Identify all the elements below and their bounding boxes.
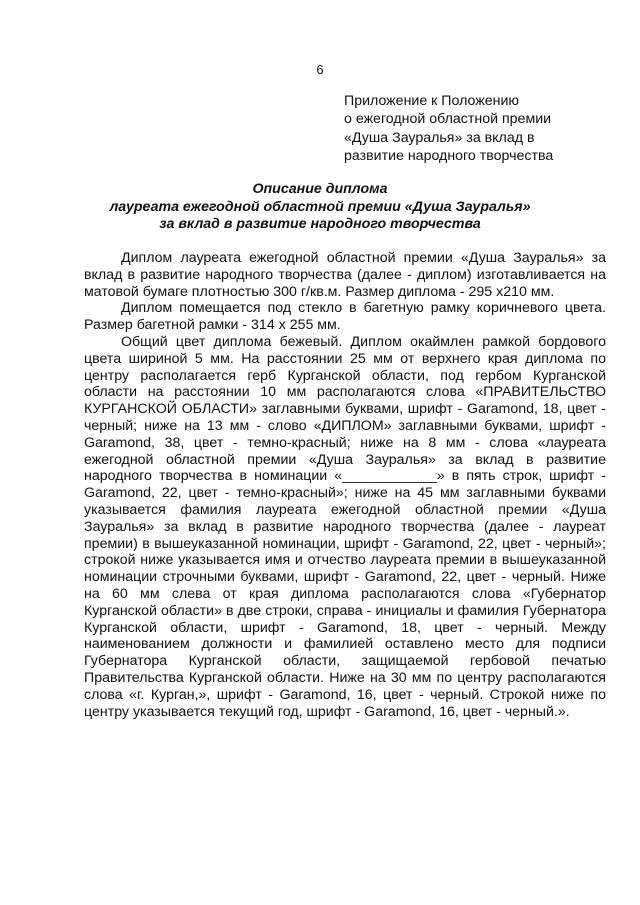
title-line: лауреата ежегодной областной премии «Душа Зауралья» xyxy=(109,198,531,215)
document-body xyxy=(84,250,606,720)
document-title xyxy=(0,181,640,234)
page-number: 6 xyxy=(316,62,324,77)
appendix-line: «Душа Зауралья» за вклад в xyxy=(344,129,535,146)
appendix-reference xyxy=(344,92,604,166)
title-line: Описание диплома xyxy=(252,181,388,197)
body-paragraph: Диплом помещается под стекло в багетную рамку коричневого цвета. Размер багетной рамки - 314 x 255 мм. xyxy=(84,300,606,334)
appendix-line: развитие народного творчества xyxy=(344,148,554,165)
body-paragraph: Диплом лауреата ежегодной областной премии «Душа Зауралья» за вклад в развитие народного творчества (далее - диплом) изготавливается на матовой бумаге плотностью 300 г/кв.м. Размер диплома - 295 x210 мм. xyxy=(84,250,606,300)
appendix-line: Приложение к Положению xyxy=(344,93,520,109)
body-paragraph: Общий цвет диплома бежевый. Диплом окаймлен рамкой бордового цвета шириной 5 мм. На расстоянии 25 мм от верхнего края диплома по центру располагается герб Курганской области, под гербом Курганской области на расстоянии 10 мм располагаются слова «ПРАВИТЕЛЬСТВО КУРГАНСКОЙ ОБЛАСТИ» заглавными буквами, шрифт - Garamond, 18, цвет - черный; ниже на 13 мм - слово «ДИПЛОМ» заглавными буквами, шрифт - Garamond, 38, цвет - темно-красный; ниже на 8 мм - слова «лауреата ежегодной областной премии «Душа Зауралья» за вклад в развитие народного творчества в номинации «____________» в пять строк, шрифт - Garamond, 22, цвет - темно-красный»; ниже на 45 мм заглавными буквами указывается фамилия лауреата ежегодной областной премии «Душа Зауралья» за вклад в развитие народного творчества (далее - лауреат премии) в вышеуказанной номинации, шрифт - Garamond, 22, цвет - черный»; строкой ниже указывается имя и отчество лауреата премии в вышеуказанной номинации строчными буквами, шрифт - Garamond, 22, цвет - черный. Ниже на 60 мм слева от края диплома располагаются слова «Губернатор Курганской области» в две строки, справа - инициалы и фамилия Губернатора Курганской области, шрифт - Garamond, 18, цвет - черный. Между наименованием должности и фамилией оставлено место для подписи Губернатора Курганской области, защищаемой гербовой печатью Правительства Курганской области. Ниже на 30 мм по центру располагаются слова «г. Курган,», шрифт - Garamond, 16, цвет - черный. Строкой ниже по центру указывается текущий год, шрифт - Garamond, 16, цвет - черный.». xyxy=(84,333,606,720)
title-line: за вклад в развитие народного творчества xyxy=(159,216,481,233)
appendix-line: о ежегодной областной премии xyxy=(344,111,552,128)
